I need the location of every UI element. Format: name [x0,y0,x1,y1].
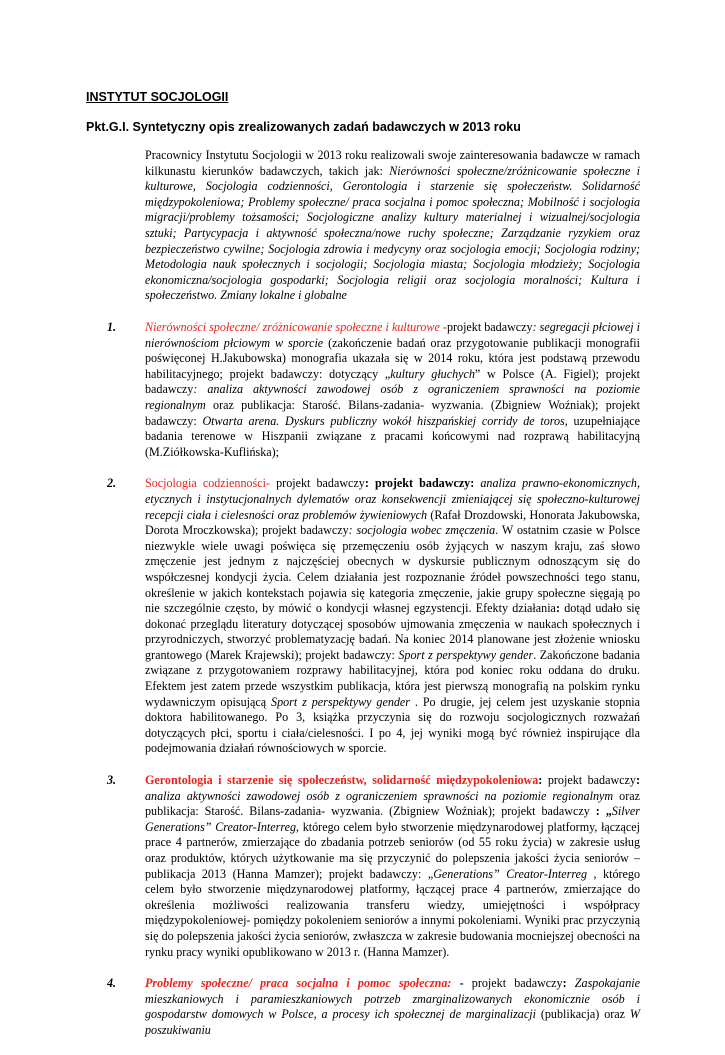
text: : analiza aktywności zawodowej osób z ograniczeniem sprawności na poziomie regionalnym [145,382,640,412]
research-areas-list [107,320,641,1055]
section-heading: Pkt.G.I. Syntetyczny opis zrealizowanych zadań badawczych w 2013 roku [86,120,521,134]
institute-heading: INSTYTUT SOCJOLOGII [86,90,229,104]
text: analiza prawno-ekonomicznych, etycznych i instytucjonalnych dylematów oraz konsekwencji zmieniającej się społeczno-kulturowej recepcji ciała i cielesności oraz problemów żywieniowych [145,476,640,522]
text: : [635,773,640,788]
area-title: Socjologia codzienności- [145,476,271,491]
text: dotąd udało się dokonać przeglądu literatury dotyczącej sposobów ujmowania zmęczenia w naukach społecznych i przyrodniczych, stworzyć problematyzację badań. Na koniec 2014 planowane jest złożenie wniosku grantowego (Marek Krajewski); projekt badawczy: [145,601,641,662]
text: W poszukiwaniu [145,1007,640,1037]
text: : [538,773,543,788]
text: : [562,976,567,991]
text: , uzupełniające badania terenowe w Hiszpanii związane z pracami końcowymi nad rozprawą habilitacyjną (M.Ziółkowska-Kuflińska); [145,413,640,459]
list-item-number: 4. [107,976,117,991]
area-title: Nierówności społeczne/ zróżnicowanie społeczne i kulturowe [145,320,440,334]
text: projekt badawczy [463,976,563,991]
text: : [555,601,560,616]
intro-text: Pracownicy Instytutu Socjologii w 2013 roku realizowali swoje zainteresowania badawcze w ramach kilkunastu kierunków badawczych, takich jak: [145,148,640,178]
text: oraz publikacja: Starość. Bilans-zadania- wyzwania. (Zbigniew Woźniak); projekt badawczy: [145,397,640,428]
intro-research-areas: Nierówności społeczne/zróżnicowanie społeczne i kulturowe, Socjologia codzienności, Gerontologia i starzenie się społeczeństw. Solidarność międzypokoleniowa; Problemy społeczne/ praca socjalna i pomoc społeczna; Mobilność i socjologia migracji/problemy tożsamości; Socjologiczne analizy kultury materialnej i wizualnej/socjologia sztuki; Partycypacja i aktywność społeczna/nowe ruchy społeczne; Zarządzanie ryzykiem oraz bezpieczeństwo cywilne; Socjologia zdrowia i medycyny oraz socjologia emocji; Socjologia rodziny; Metodologia nauk społecznych i socjologii; Socjologia miasta; Socjologia młodzieży; Socjologia ekonomiczna/socjologia gospodarki; Socjologia religii oraz socjologia moralności; Kultura i społeczeństwo. Zmiany lokalne i globalne [145,163,640,303]
text: : „ [417,866,434,881]
text: projekt badawczy [542,773,636,788]
text: Sport z perspektywy gender [398,647,534,662]
text: (zakończenie badań oraz przygotowanie publikacji monografii poświęconej H.Jakubowska) monografia ukazała się w 2014 roku, która jest podstawą przewodu habilitacyjnego; projekt badawczy: dotyczący „ [145,335,640,381]
text: projekt badawczy [446,320,533,334]
list-item-number: 1. [107,320,117,334]
area-title: Problemy społeczne/ praca socjalna i pomoc społeczna: [145,976,452,991]
list-item [107,976,640,1038]
area-title: Gerontologia i starzenie się społeczeństw, solidarność międzypokoleniowa [145,773,539,788]
text: , którego celem było stworzenie międzynarodowej platformy, łączącej prace 4 partnerów, zmierzające do określenia możliwości realizowania transferu wiedzy, umiejętności i współpracy międzypokoleniowej- pomiędzy pokoleniem seniorów a innymi pokoleniami. Wyniki prac przyczynią się do polepszenia jakości życia seniorów, zwłaszcza w zakresie budowania mocniejszej obecności na rynku pracy wyniki opublikowano w 2013 r. (Hanna Mamzer). [145,866,641,959]
text: : „ [595,804,612,819]
dash: - [439,320,447,334]
text: (publikacja) oraz [535,1007,630,1022]
text: (Rafał Drozdowski, Honorata Jakubowska, Dorota Mroczkowska); projekt badawczy [145,507,640,538]
list-item-number: 2. [107,476,117,491]
text: . W ostatnim czasie w Polsce niezwykle wiele uwagi poświęca się przemęczeniu osób żyjących w naszym kraju, zaś słowo zmęczenie jest jednym z najczęściej obecnych w dyskursie publicznym odnoszącym się do współczesnej kondycji życia. Celem działania jest rozpoznanie źródeł powszechności tego stanu, określenie w jakich kontekstach pojawia się kategoria zmęczenie, jakie grupy społeczne sięgają po nie szczególnie często, by mówić o kondycji własnej egzystencji. Efekty działania [145,523,641,616]
text: Silver Generations” Creator-Interreg [145,804,640,834]
text: Sport z perspektywy gender [271,694,410,709]
text: analiza aktywności zawodowej osób z ograniczeniem sprawności na poziomie regionalnym [145,788,614,803]
list-item [107,320,640,460]
text: Zaspokajanie mieszkaniowych i paramieszkaniowych potrzeb zmarginalizowanych ekonomicznie osób i gospodarstw domowych w Polsce, a procesy ich społecznej de marginalizacji [145,976,640,1022]
text: ” w Polsce (A. Figiel); projekt badawczy [145,366,640,397]
text: : segregacji płciowej i nierównościom płciowym w sporcie [145,320,640,350]
text: - [451,976,464,991]
list-item-number: 3. [107,773,117,788]
text: projekt badawczy [270,476,365,491]
text: : projekt badawczy: [364,476,481,491]
text: Otwarta arena. Dyskurs publiczny wokół hiszpańskiej corridy de toros [202,413,565,428]
intro-paragraph [145,148,640,304]
list-item [107,476,641,757]
list-item [107,773,641,960]
text: . Zakończone badania związane z przygotowaniem rozprawy habilitacyjnej, która pod koniec roku oddana do druku. Efektem jest zatem przede wszystkim publikacja, która jest pierwszą monografią na polskim rynku wydawniczym opisującą [145,647,640,709]
text: Generations” Creator-Interreg [433,866,588,881]
text: oraz publikacja: Starość. Bilans-zadania- wyzwania. (Zbigniew Woźniak); projekt badawczy [145,788,640,819]
text: . Po drugie, jej celem jest uzyskanie stopnia doktora habilitowanego. Po 3, książka przyczynia się do rozwoju socjologicznych rozważań dotyczących płci, sportu i ciała/cielesności. I po 4, jej wyniki mogą być również inspirujące dla podejmowania działań równościowych w sporcie. [145,694,640,756]
text: : socjologia wobec zmęczenia [348,523,496,538]
text: , którego celem było stworzenie międzynarodowej platformy, łączącej prace 4 partnerów, zmierzające do zbadania potrzeb seniorów (od 55 roku życia) w zakresie usług oraz produktów, których użytkowanie ma się przyczynić do polepszenia jakości życia seniorów – publikacja 2013 (Hanna Mamzer); projekt badawczy [145,819,640,881]
text: kultury głuchych [390,366,475,381]
